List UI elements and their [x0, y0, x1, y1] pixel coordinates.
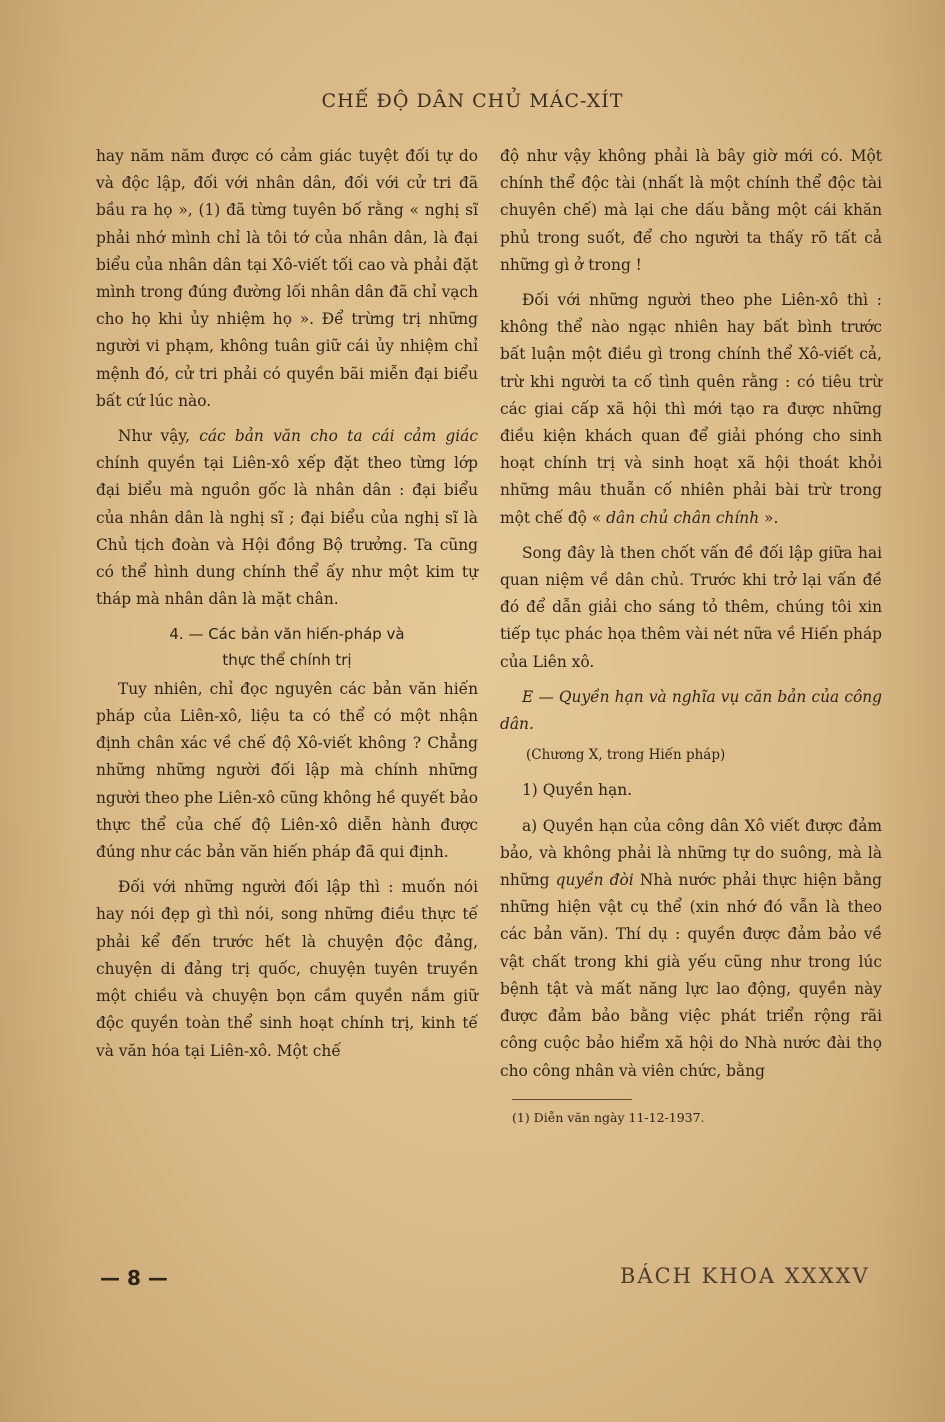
paragraph: a) Quyền hạn của công dân Xô viết được đảm bảo, và không phải là những tự do suông, mà là những quyền đòi Nhà nước phải thực hiện bằng những hiện vật cụ thể (xin nhớ đó vẫn là theo các bản văn). Thí dụ : quyền được đảm bảo về vật chất trong khi già yếu cũng như trong lúc bệnh tật và mất năng lực lao động, quyền này được đảm bảo bằng việc phát triển rộng rãi công cuộc bảo hiểm xã hội do Nhà nước đài thọ cho công nhân và viên chức, bằng	[500, 816, 882, 1080]
section-subtitle: (Chương X, trong Hiến pháp)	[526, 747, 726, 764]
left-column	[96, 143, 478, 1073]
running-header: CHẾ ĐỘ DÂN CHỦ MÁC-XÍT	[321, 90, 624, 112]
running-footer: BÁCH KHOA XXXXV	[620, 1264, 870, 1288]
paragraph: hay năm năm được có cảm giác tuyệt đối tự do và độc lập, đối với nhân dân, đối với cử tri đã bầu ra họ », (1) đã từng tuyên bố rằng « nghị sĩ phải nhớ mình chỉ là tôi tớ của nhân dân, là đại biểu của nhân dân tại Xô-viết tối cao và phải đặt mình trong đúng đường lối nhân dân đã chỉ vạch cho họ khi ủy nhiệm họ ». Để trừng trị những người vi phạm, không tuân giữ cái ủy nhiệm chỉ mệnh đó, cử tri phải có quyền bãi miễn đại biểu bất cứ lúc nào.	[96, 147, 478, 410]
paragraph: Như vậy, các bản văn cho ta cái cảm giác chính quyền tại Liên-xô xếp đặt theo từng lớp đại biểu mà nguồn gốc là nhân dân : đại biểu của nhân dân là nghị sĩ ; đại biểu của nghị sĩ là Chủ tịch đoàn và Hội đồng Bộ trưởng. Ta cũng có thể hình dung chính thể ấy như một kim tự tháp mà nhân dân là mặt chân.	[96, 427, 478, 609]
paragraph: Đối với những người đối lập thì : muốn nói hay nói đẹp gì thì nói, song những điều thực tế phải kể đến trước hết là chuyện độc đảng, chuyện di đảng trị quốc, chuyện tuyên truyền một chiều và chuyện bọn cầm quyền nắm giữ độc quyền toàn thể sinh hoạt chính trị, kinh tế và văn hóa tại Liên-xô. Một chế	[96, 878, 478, 1060]
paragraph: Tuy nhiên, chỉ đọc nguyên các bản văn hiến pháp của Liên-xô, liệu ta có thể có một nhận định chân xác về chế độ Xô-viết không ? Chẳng những những người đối lập mà chính những người theo phe Liên-xô cũng không hề quyết bảo thực thể của chế độ Liên-xô diễn hành được đúng như các bản văn hiến pháp đã qui định.	[96, 679, 479, 862]
paragraph: Đối với những người theo phe Liên-xô thì : không thể nào ngạc nhiên hay bất bình trước bất luận một điều gì trong chính thể Xô-viết cả, trừ khi người ta cố tình quên rằng : có tiêu trừ các giai cấp xã hội thì mới tạo ra được những điều kiện khách quan để giải phóng cho sinh hoạt chính trị và sinh hoạt xã hội thoát khỏi những mâu thuẫn cố nhiên phải bài trừ trong một chế độ « dân chủ chân chính ».	[500, 291, 882, 527]
list-item-heading: 1) Quyền hạn.	[522, 781, 633, 800]
page-number: — 8 —	[100, 1266, 168, 1290]
section-heading: 4. — Các bản văn hiến-pháp và	[169, 625, 405, 644]
section-heading-line2: thực thể chính trị	[222, 650, 352, 669]
footnote-divider	[512, 1099, 632, 1100]
right-column	[500, 143, 882, 1131]
paragraph: độ như vậy không phải là bây giờ mới có. Một chính thể độc tài (nhất là một chính thể độc tài chuyên chế) mà lại che dấu bằng một cái khăn phủ trong suốt, để cho người ta thấy rõ tất cả những gì ở trong !	[500, 147, 882, 274]
section-title: E — Quyền hạn và nghĩa vụ căn bản của công dân.	[500, 687, 882, 734]
footnote: (1) Diễn văn ngày 11-12-1937.	[512, 1109, 705, 1125]
paragraph: Song đây là then chốt vấn đề đối lập giữa hai quan niệm về dân chủ. Trước khi trở lại vấn đề đó để dẫn giải cho sáng tỏ thêm, chúng tôi xin tiếp tục phác họa thêm vài nét nữa về Hiến pháp của Liên xô.	[500, 543, 882, 671]
